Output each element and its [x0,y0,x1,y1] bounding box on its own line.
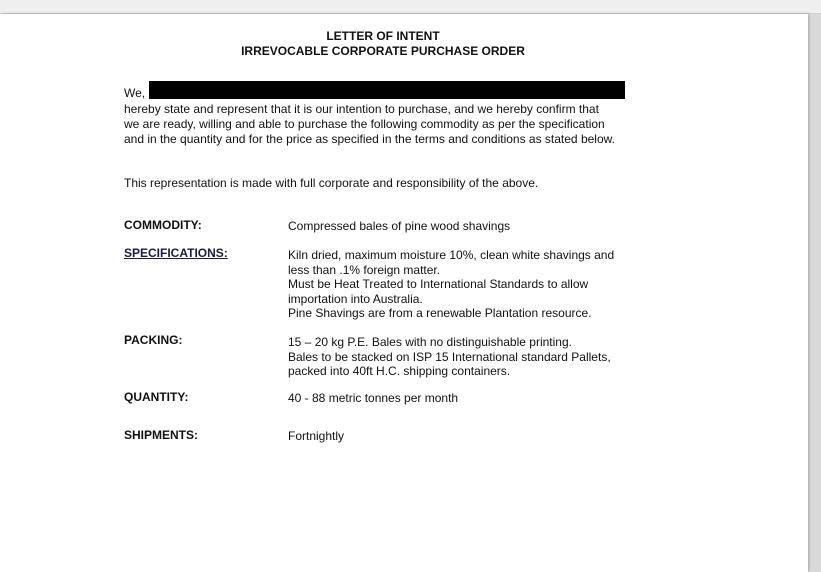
document-page [0,14,808,572]
commodity-value: Compressed bales of pine wood shavings [288,219,511,233]
specifications-line: less than .1% foreign matter. [288,262,441,277]
redaction-bar [149,81,625,99]
commodity-label: COMMODITY: [124,218,202,232]
shipments-label: SHIPMENTS: [124,428,199,442]
intro-line-3: and in the quantity and for the price as specified in the terms and conditions as stated below. [124,132,615,146]
shipments-value: Fortnightly [288,429,345,443]
specifications-label: SPECIFICATIONS: [124,246,228,260]
quantity-label: QUANTITY: [124,390,189,404]
intro-line-2: we are ready, willing and able to purchase the following commodity as per the specification [124,117,605,131]
document-subtitle: IRREVOCABLE CORPORATE PURCHASE ORDER [241,44,525,58]
intro-line-1: hereby state and represent that it is our intention to purchase, and we hereby confirm that [124,102,599,116]
specifications-line: Pine Shavings are from a renewable Plantation resource. [288,306,592,320]
specifications-line: Must be Heat Treated to International Standards to allow [288,277,589,291]
specifications-line: Kiln dried, maximum moisture 10%, clean white shavings and [288,248,615,262]
packing-line: packed into 40ft H.C. shipping containers. [288,364,511,378]
viewer-top-bar [0,0,821,14]
quantity-value: 40 - 88 metric tonnes per month [288,391,459,405]
packing-line: Bales to be stacked on ISP 15 International standard Pallets, [288,349,611,364]
packing-label: PACKING: [124,333,183,347]
packing-line: 15 – 20 kg P.E. Bales with no distinguishable printing. [288,335,572,349]
viewer-side-strip [811,14,821,572]
specifications-line: importation into Australia. [288,291,423,306]
intro-we: We, [124,86,146,100]
document-title: LETTER OF INTENT [326,29,440,43]
representation-statement: This representation is made with full corporate and responsibility of the above. [124,176,539,190]
